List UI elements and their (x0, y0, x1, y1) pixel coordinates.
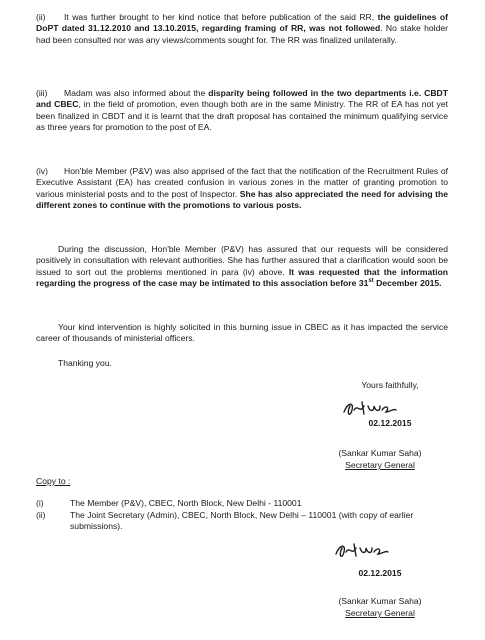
paragraph-intervention-text: Your kind intervention is highly solicited in this burning issue in CBEC as it has impacted the service career of thousands of ministerial officers. (36, 322, 448, 344)
paragraph-iv-number: (iv) (36, 166, 48, 176)
paragraph-iv-text-1: Hon'ble Member (P&V) was also apprised of the fact that the notification of the Recruitment Rules of Executive Assistant (EA) has created confusion in various zones in the matter of granting promotion to various ministerial posts and to the post of Inspector. (36, 166, 448, 199)
copy-item-number: (ii) (36, 510, 46, 520)
signature-2-title: Secretary General (345, 608, 415, 618)
signature-1-date: 02.12.2015 (368, 418, 412, 428)
copy-item-number: (i) (36, 498, 44, 508)
paragraph-iii-text-1: Madam was also informed about the (64, 88, 206, 98)
thanks-line (36, 358, 448, 369)
paragraph-iii-number: (iii) (36, 88, 48, 98)
paragraph-discussion (36, 244, 448, 290)
paragraph-discussion-sup: st (368, 278, 374, 285)
copy-item-text: The Member (P&V), CBEC, North Block, New Delhi - 110001 (70, 498, 302, 508)
paragraph-ii-bold: the guidelines of DoPT dated 31.12.2010 and 13.10.2015, regarding framing of RR, was not followed (36, 12, 448, 34)
paragraph-discussion-bold-2: December 2015. (373, 278, 442, 289)
paragraph-ii-text-1: It was further brought to her kind notice that before publication of the said RR, (64, 12, 375, 22)
paragraph-discussion-text: During the discussion, Hon'ble Member (P&V) has assured that our requests will be considered positively in consultation with relevant authorities. She has further assured that a clarification would soon be issued to sort out the problems mentioned in para (iv) above. (36, 244, 448, 277)
paragraph-iii (36, 88, 448, 134)
copy-item (36, 510, 448, 534)
paragraph-iv (36, 166, 448, 212)
copy-item (36, 498, 448, 510)
copy-to-heading: Copy to : (36, 476, 71, 486)
thanks-text: Thanking you. (58, 358, 112, 368)
closing (330, 380, 450, 391)
paragraph-ii-text-2: . No stake holder had been consulted nor was any views/comments sought for. The RR was finalized unilaterally. (36, 23, 448, 45)
paragraph-iii-text-2: , in the field of promotion, even though both are in the same Ministry. The RR of EA has not yet been finalized in CBDT and it is learnt that the draft proposal has contained the minimum qualifying service as three years for promotion to the post of EA. (36, 99, 448, 133)
paragraph-ii (36, 12, 448, 46)
closing-text: Yours faithfully, (361, 380, 419, 390)
signature-2-date: 02.12.2015 (358, 568, 402, 578)
paragraph-intervention (36, 322, 448, 345)
paragraph-ii-number: (ii) (36, 12, 46, 22)
copy-item-text: The Joint Secretary (Admin), CBEC, North Block, New Delhi – 110001 (with copy of earlier submissions). (70, 510, 414, 532)
paragraph-iii-bold: disparity being followed in the two departments i.e. CBDT and CBEC (36, 88, 448, 110)
signature-2-image (332, 540, 392, 560)
signature-1-image (340, 398, 400, 418)
signature-2-name: (Sankar Kumar Saha) (338, 596, 422, 606)
signature-1-title: Secretary General (345, 460, 415, 470)
paragraph-discussion-bold-1: It was requested that the information regarding the progress of the case may be intimated to this association before 31 (36, 266, 448, 289)
signature-1-name: (Sankar Kumar Saha) (338, 448, 422, 458)
paragraph-iv-bold: She has also appreciated the need for advising the different zones to continue with the promotions to various posts. (36, 188, 449, 211)
